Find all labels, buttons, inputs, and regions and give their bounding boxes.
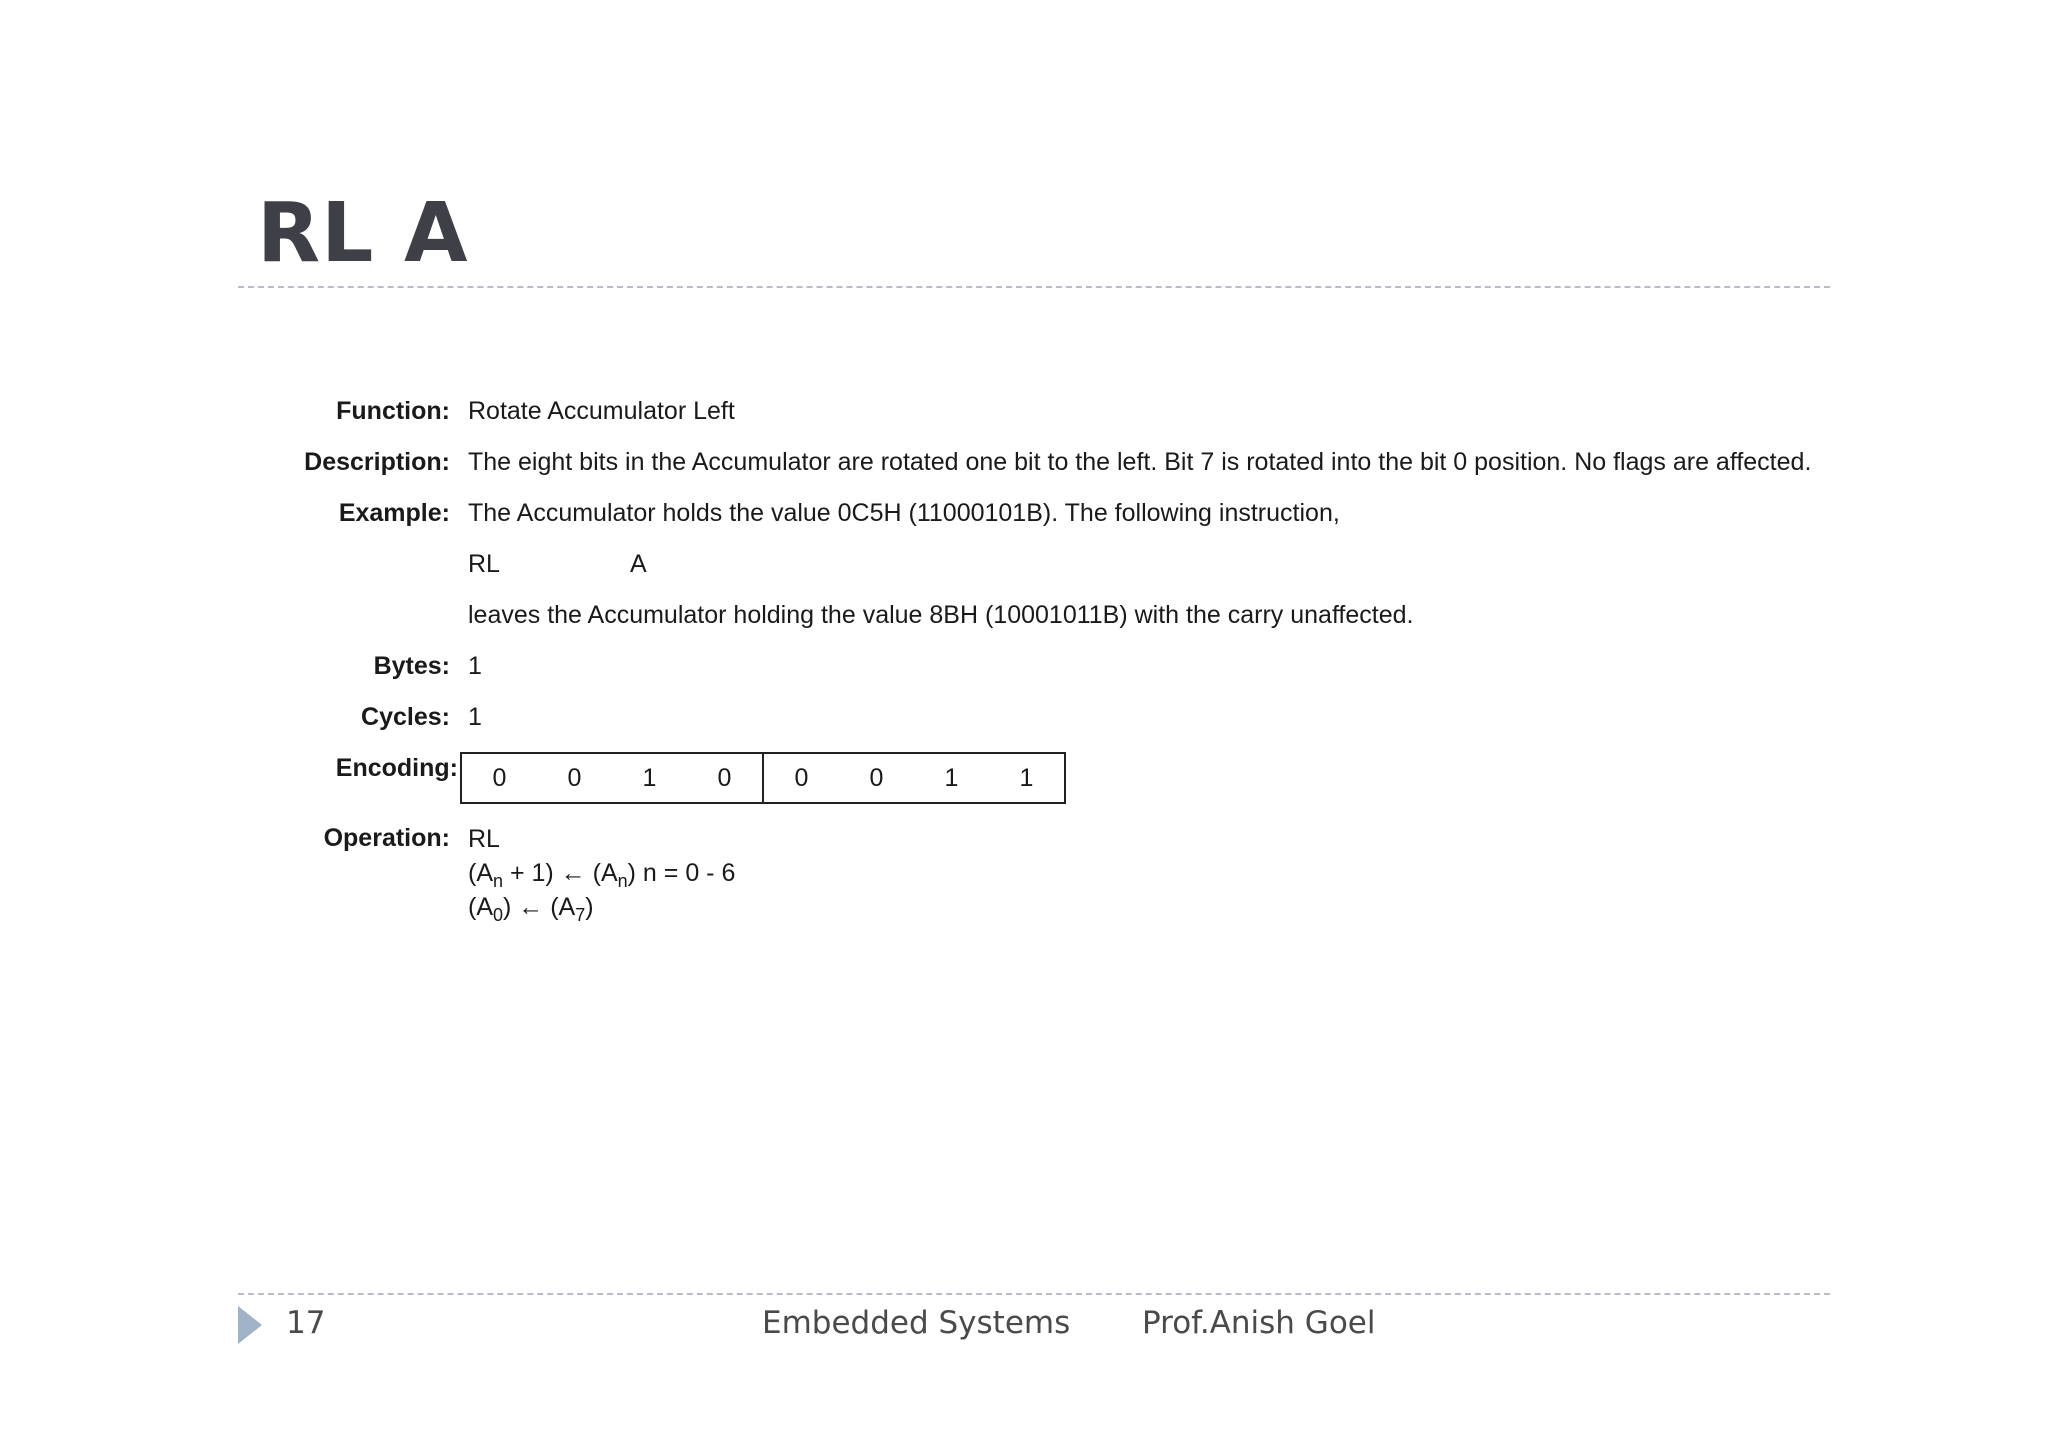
encoding-row <box>300 752 1820 804</box>
operation-line-3 <box>468 890 1820 924</box>
op2-open: (A <box>468 859 493 887</box>
encoding-label: Encoding: <box>335 754 458 782</box>
op3-mid: ) ← (A <box>503 893 576 921</box>
operation-row <box>300 822 1820 924</box>
footer-course: Embedded Systems <box>762 1305 1071 1341</box>
cycles-row <box>300 701 1820 734</box>
op3-open: (A <box>468 893 493 921</box>
op3-sub-7: 7 <box>575 905 586 925</box>
bytes-row <box>300 650 1820 683</box>
encoding-bit: 1 <box>642 764 657 792</box>
encoding-bit: 0 <box>492 764 507 792</box>
description-label: Description: <box>304 448 450 476</box>
op3-sub-0: 0 <box>493 905 504 925</box>
example-code <box>468 548 1820 581</box>
operation-label: Operation: <box>323 824 450 852</box>
encoding-bit: 0 <box>794 764 809 792</box>
function-label: Function: <box>336 397 450 425</box>
example-operand: A <box>630 550 647 578</box>
encoding-bit: 0 <box>869 764 884 792</box>
example-mnemonic: RL <box>468 550 500 578</box>
function-row <box>300 395 1820 428</box>
example-row <box>300 497 1820 632</box>
op3-end: ) <box>585 893 594 921</box>
triangle-bullet-icon <box>238 1306 262 1344</box>
page-number: 17 <box>286 1305 326 1341</box>
op2-mid: + 1) ← (A <box>503 859 618 887</box>
encoding-bit: 0 <box>567 764 582 792</box>
function-value: Rotate Accumulator Left <box>468 397 735 425</box>
description-row <box>300 446 1820 479</box>
encoding-box <box>460 752 1066 804</box>
footer-author: Prof.Anish Goel <box>1142 1305 1376 1341</box>
slide-title: RL A <box>257 186 469 281</box>
op2-sub-n: n <box>493 871 504 891</box>
cycles-value: 1 <box>468 703 482 731</box>
op2-sub-n2: n <box>617 871 628 891</box>
encoding-low-nibble <box>764 754 1064 802</box>
example-value <box>468 497 1820 632</box>
bytes-value: 1 <box>468 652 482 680</box>
description-value: The eight bits in the Accumulator are rotated one bit to the left. Bit 7 is rotated into the bit 0 position. No flags are affected. <box>468 448 1812 476</box>
encoding-bit: 0 <box>717 764 732 792</box>
bytes-label: Bytes: <box>373 652 450 680</box>
operation-line-1: RL <box>468 825 500 853</box>
footer-divider <box>238 1293 1830 1295</box>
instruction-spec <box>300 395 1820 942</box>
cycles-label: Cycles: <box>361 703 450 731</box>
example-line-3: leaves the Accumulator holding the value 8BH (10001011B) with the carry unaffected. <box>468 601 1414 629</box>
title-divider <box>238 286 1830 288</box>
example-line-1: The Accumulator holds the value 0C5H (11000101B). The following instruction, <box>468 499 1340 527</box>
encoding-bit: 1 <box>944 764 959 792</box>
encoding-bit: 1 <box>1019 764 1034 792</box>
encoding-high-nibble <box>462 754 764 802</box>
operation-line-2 <box>468 856 1820 890</box>
operation-value <box>468 822 1820 924</box>
op2-end: ) n = 0 - 6 <box>627 859 736 887</box>
example-label: Example: <box>338 499 450 527</box>
